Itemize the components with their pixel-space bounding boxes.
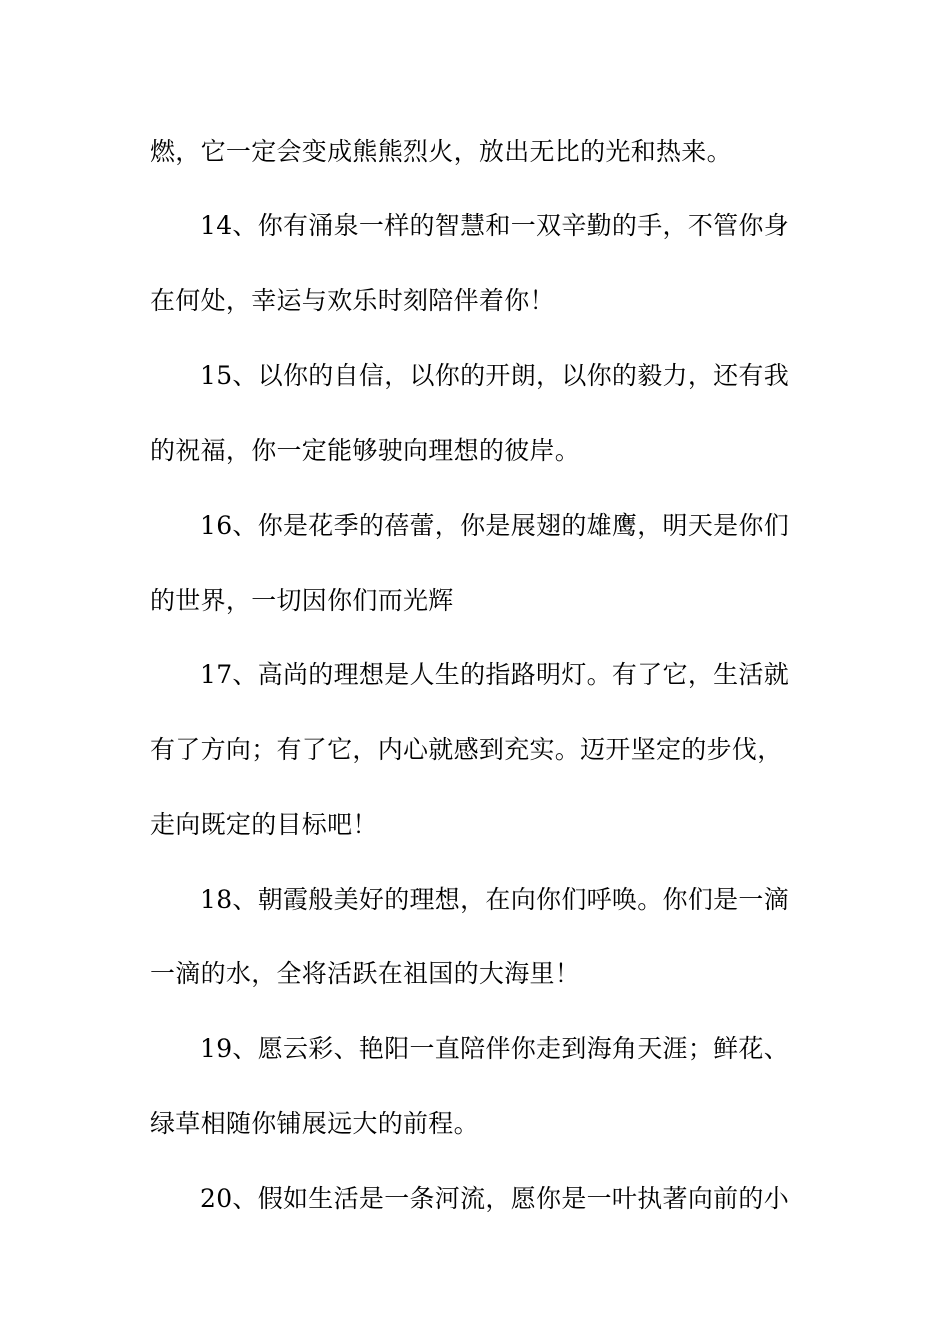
text-line: 燃，它一定会变成熊熊烈火，放出无比的光和热来。 — [150, 137, 732, 166]
text-line: 14、你有涌泉一样的智慧和一双辛勤的手，不管你身 — [200, 211, 790, 240]
text-line: 有了方向；有了它，内心就感到充实。迈开坚定的步伐， — [150, 735, 783, 764]
text-line: 15、以你的自信，以你的开朗，以你的毅力，还有我 — [200, 361, 790, 390]
text-line: 17、高尚的理想是人生的指路明灯。有了它，生活就 — [200, 660, 790, 689]
text-line: 18、朝霞般美好的理想，在向你们呼唤。你们是一滴 — [200, 885, 790, 914]
text-line: 的世界，一切因你们而光辉 — [150, 586, 454, 615]
text-line: 20、假如生活是一条河流，愿你是一叶执著向前的小 — [200, 1184, 790, 1213]
text-line: 19、愿云彩、艳阳一直陪伴你走到海角天涯；鲜花、 — [200, 1034, 790, 1063]
text-line: 绿草相随你铺展远大的前程。 — [150, 1109, 479, 1138]
text-line: 16、你是花季的蓓蕾，你是展翅的雄鹰，明天是你们 — [200, 511, 790, 540]
text-line: 的祝福，你一定能够驶向理想的彼岸。 — [150, 436, 581, 465]
text-line: 一滴的水，全将活跃在祖国的大海里！ — [150, 959, 581, 988]
text-line: 走向既定的目标吧！ — [150, 810, 378, 839]
text-line: 在何处，幸运与欢乐时刻陪伴着你！ — [150, 286, 555, 315]
